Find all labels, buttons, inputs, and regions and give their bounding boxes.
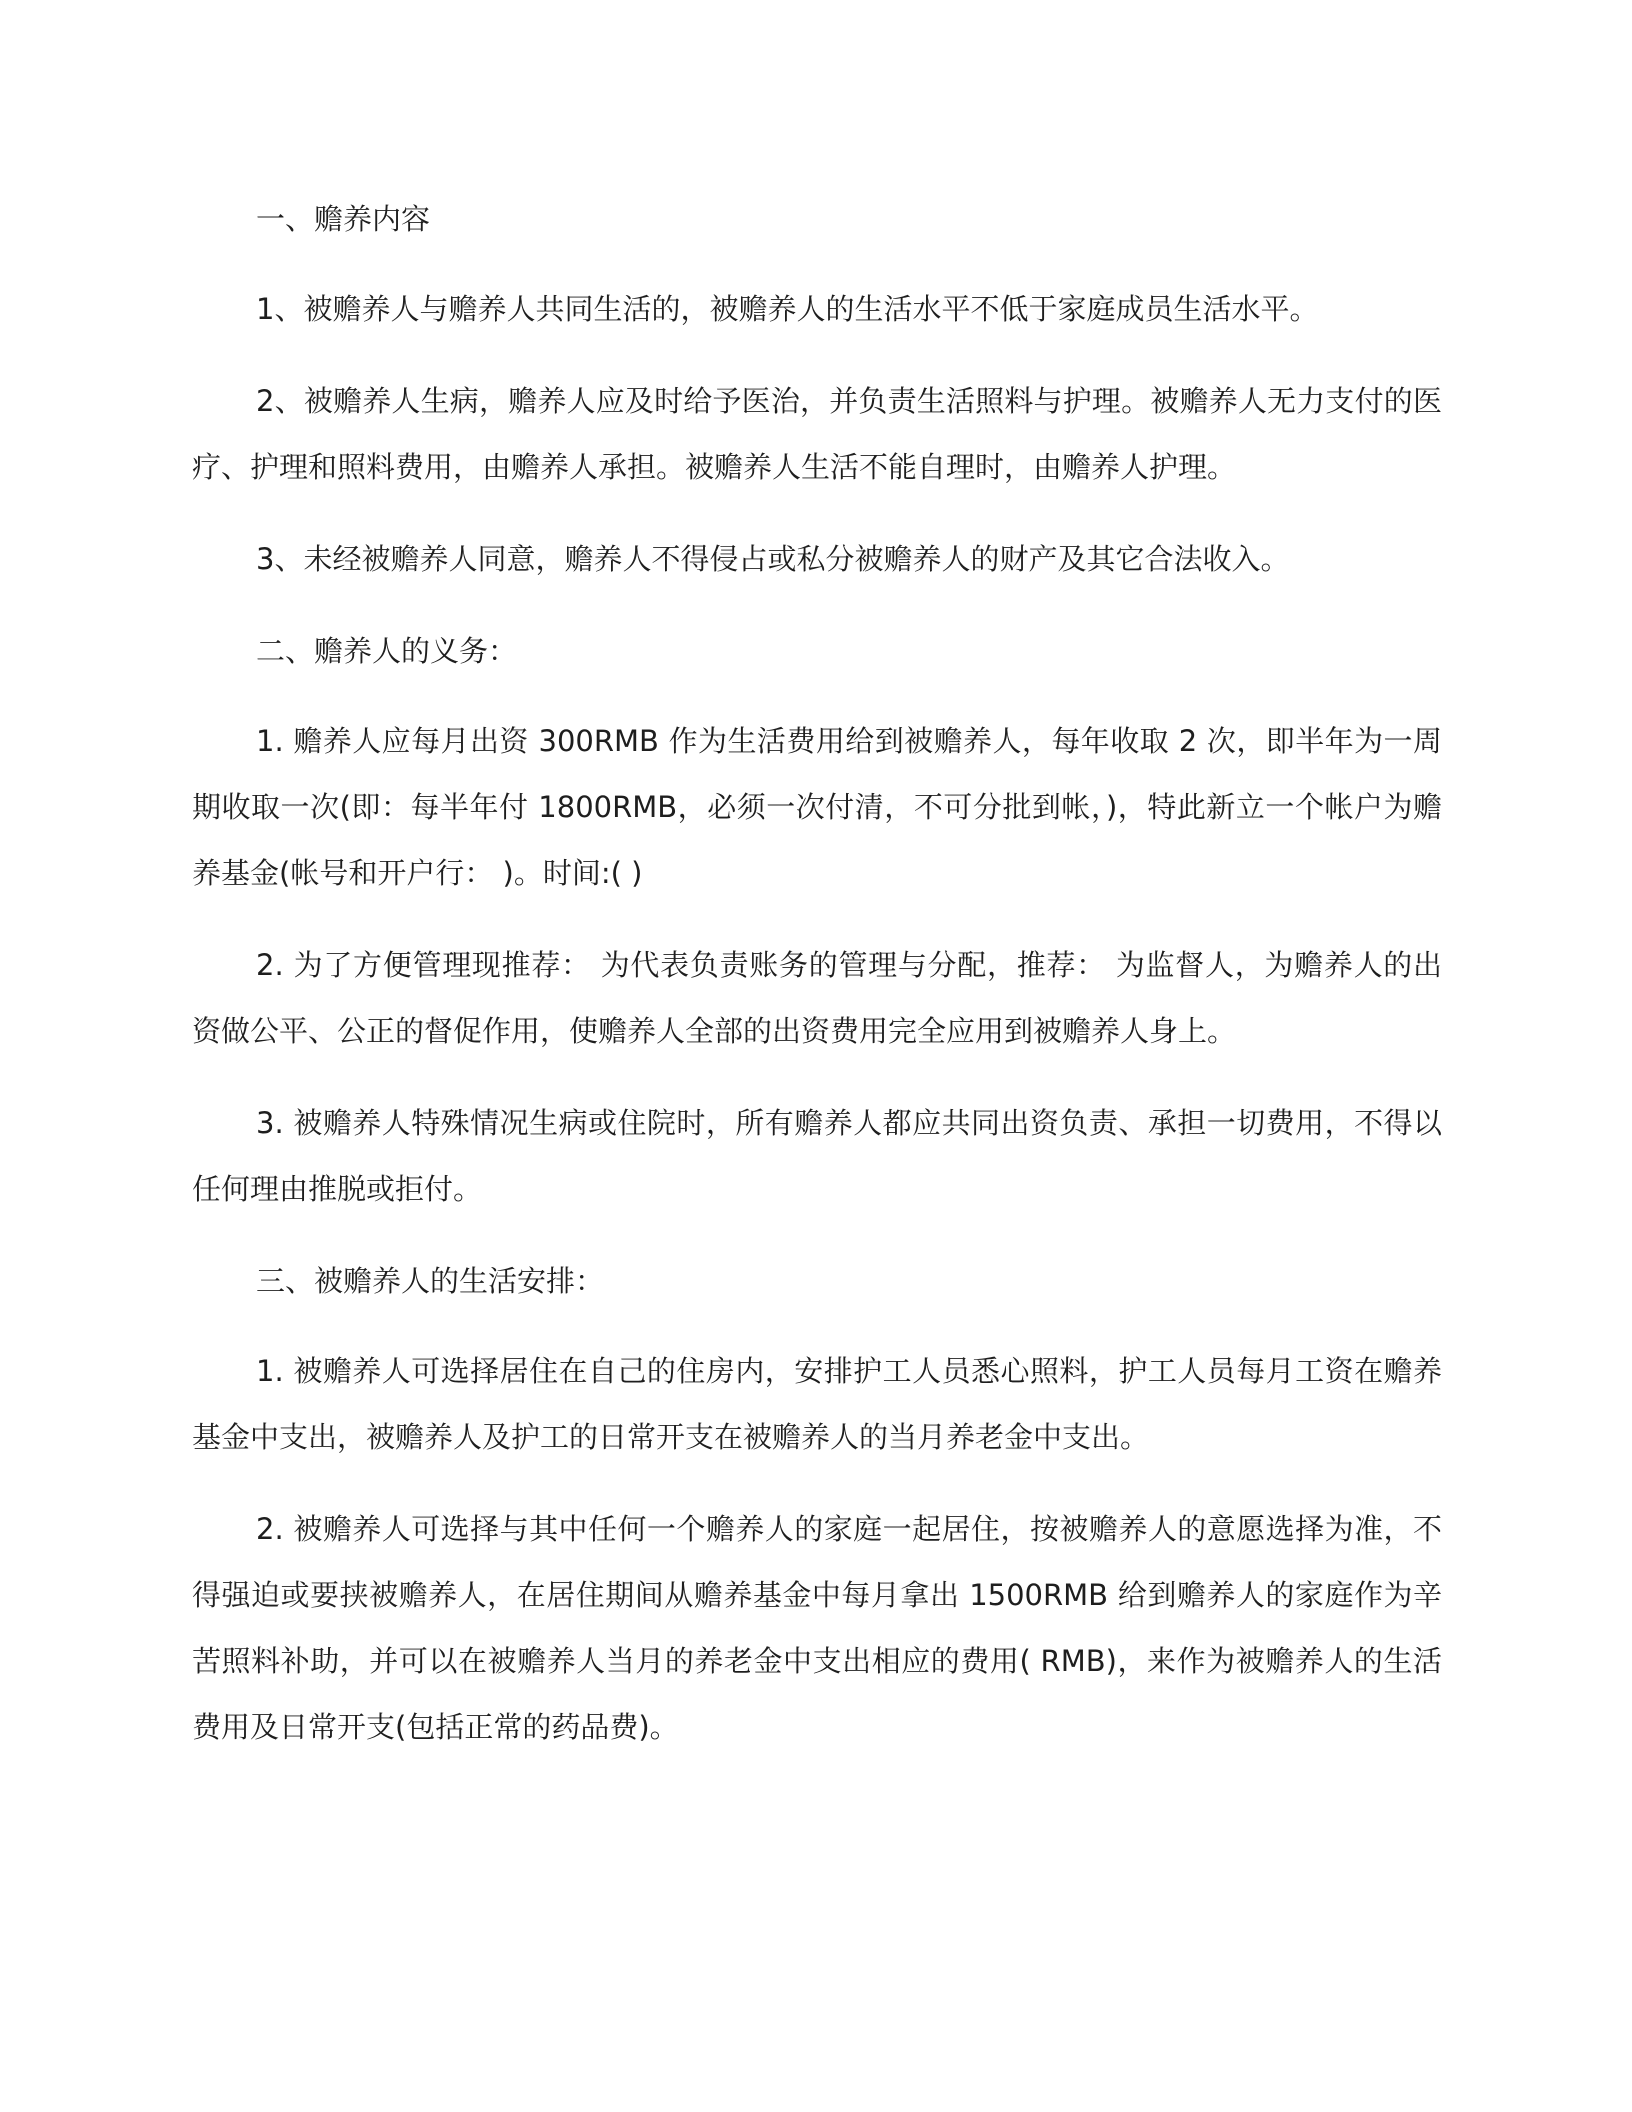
paragraph-1-1: 1、被赡养人与赡养人共同生活的，被赡养人的生活水平不低于家庭成员生活水平。: [256, 292, 1319, 326]
document-body: [192, 186, 1442, 1786]
section-heading-3: 三、被赡养人的生活安排：: [256, 1264, 605, 1298]
paragraph-1-2: 2、被赡养人生病，赡养人应及时给予医治，并负责生活照料与护理。被赡养人无力支付的医疗、护理和照料费用，由赡养人承担。被赡养人生活不能自理时，由赡养人护理。: [192, 384, 1442, 484]
paragraph-2-2: 2. 为了方便管理现推荐： 为代表负责账务的管理与分配，推荐： 为监督人，为赡养人的出资做公平、公正的督促作用，使赡养人全部的出资费用完全应用到被赡养人身上。: [192, 948, 1442, 1048]
paragraph-1-3: 3、未经被赡养人同意，赡养人不得侵占或私分被赡养人的财产及其它合法收入。: [256, 542, 1290, 576]
paragraph-2-3: 3. 被赡养人特殊情况生病或住院时，所有赡养人都应共同出资负责、承担一切费用，不得以任何理由推脱或拒付。: [192, 1106, 1442, 1206]
paragraph-3-1: 1. 被赡养人可选择居住在自己的住房内，安排护工人员悉心照料，护工人员每月工资在赡养基金中支出，被赡养人及护工的日常开支在被赡养人的当月养老金中支出。: [192, 1354, 1442, 1454]
paragraph-2-1: 1. 赡养人应每月出资 300RMB 作为生活费用给到被赡养人，每年收取 2 次，即半年为一周期收取一次(即：每半年付 1800RMB，必须一次付清，不可分批到帐，)，特此新立一个帐户为赡养基金(帐号和开户行： )。时间:( ): [192, 724, 1442, 890]
paragraph-3-2: 2. 被赡养人可选择与其中任何一个赡养人的家庭一起居住，按被赡养人的意愿选择为准，不得强迫或要挟被赡养人，在居住期间从赡养基金中每月拿出 1500RMB 给到赡养人的家庭作为辛苦照料补助，并可以在被赡养人当月的养老金中支出相应的费用( RMB)，来作为被赡养人的生活费用及日常开支(包括正常的药品费)。: [192, 1512, 1442, 1744]
section-heading-1: 一、赡养内容: [256, 202, 431, 236]
section-heading-2: 二、赡养人的义务：: [256, 634, 518, 668]
